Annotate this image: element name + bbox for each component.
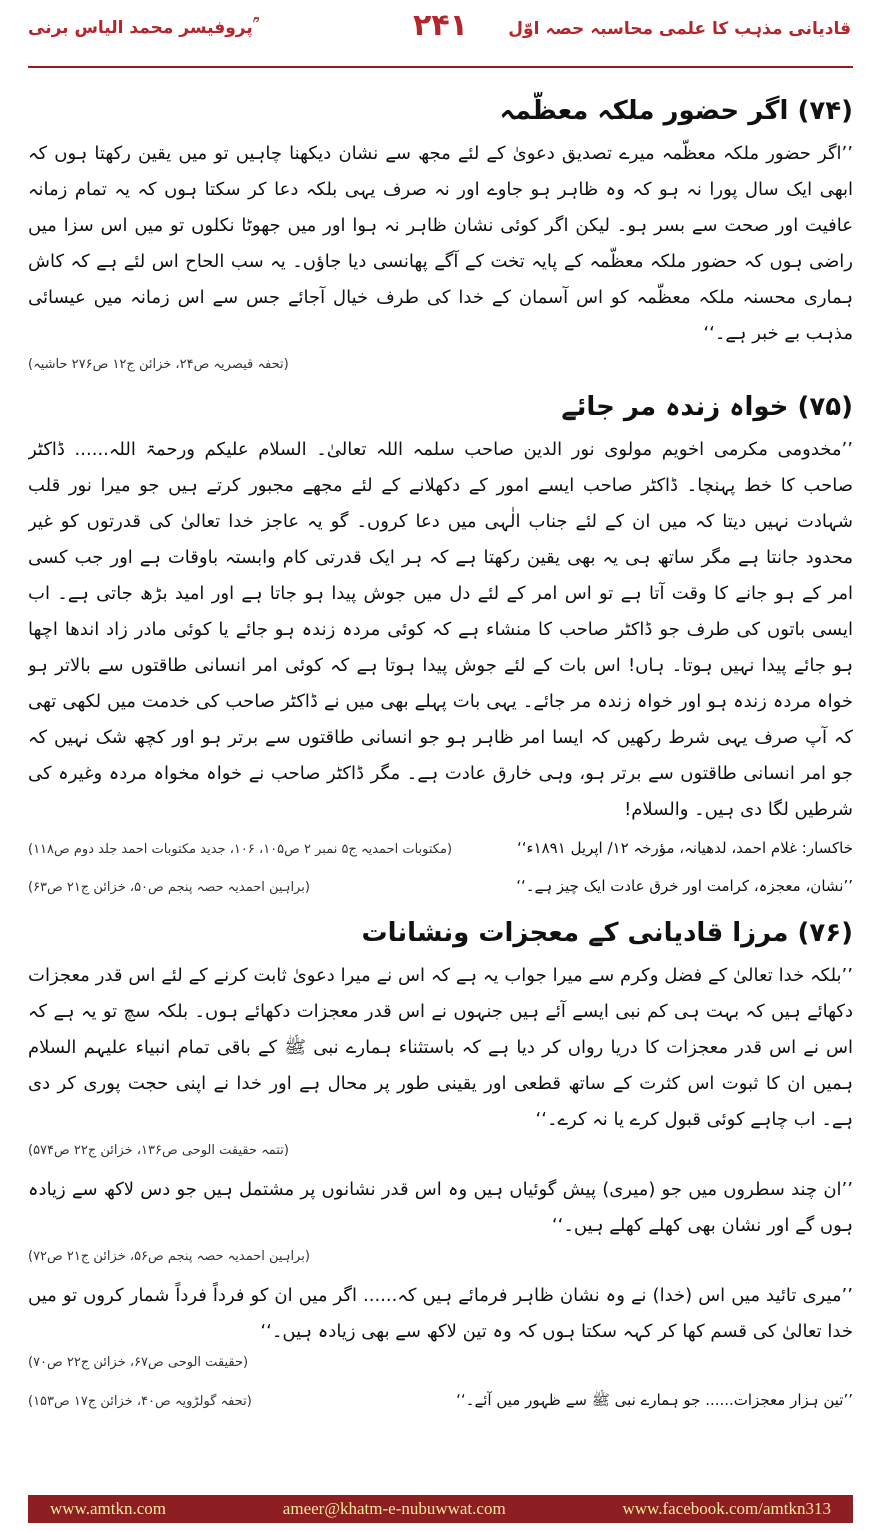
page-number: ۲۴۱ <box>413 8 468 43</box>
section-body: ’’بلکہ خدا تعالیٰ کے فضل وکرم سے میرا جواب یہ ہے کہ اس نے میرا دعویٰ ثابت کرنے کے لئے اس قدر معجزات دکھائے ہیں کہ بہت ہی کم نبی ایسے آئے ہیں جنہوں نے اس قدر معجزات دکھائے ہوں۔ بلکہ سچ تو یہ ہے کہ اس نے اس قدر معجزات کا دریا رواں کر دیا ہے کہ باستثناء ہمارے نبی ﷺ کے باقی تمام انبیاء علیہم السلام ہمیں ان کا ثبوت اس کثرت کے ساتھ قطعی اور یقینی طور پر محال ہے اور خدا نے اپنی حجت پوری کر دی ہے۔ اب چاہے کوئی قبول کرے یا نہ کرے۔‘‘ <box>28 965 853 1130</box>
signature-line: خاکسار: غلام احمد، لدھیانہ، مؤرخہ ۱۲/ اپریل ۱۸۹۱ء‘‘ <box>516 839 853 857</box>
quote-reference: (حقیقت الوحی ص۶۷، خزائن ج۲۲ ص۷۰) <box>28 1355 249 1370</box>
section-reference: (تتمہ حقیقت الوحی ص۱۳۶، خزائن ج۲۲ ص۵۷۴) <box>28 1143 289 1158</box>
section-heading: (۷۴) اگر حضور ملکہ معظّمہ <box>499 96 853 126</box>
quote-reference: (براہین احمدیہ حصہ پنجم ص۵۰، خزائن ج۲۱ ص۶۳) <box>28 880 310 895</box>
header-divider <box>28 66 853 68</box>
section-body: ’’اگر حضور ملکہ معظّمہ میرے تصدیق دعویٰ کے لئے مجھ سے نشان دیکھنا چاہیں تو میں یقین رکھتا ہوں کہ ابھی ایک سال پورا نہ ہو کہ وہ ظاہر ہو جاوے اور نہ صرف یہی بلکہ دعا کر سکتا ہوں کہ یہ تمام زمانہ عافیت اور صحت سے بسر ہو۔ لیکن اگر کوئی نشان ظاہر نہ ہوا اور میں جھوٹا نکلوں تو میں اس سزا میں راضی ہوں کہ حضور ملکہ معظّمہ کے پایہ تخت کے آگے پھانسی دیا جاؤں۔ یہ سب الحاح اس لئے ہے کہ کاش ہماری محسنہ ملکہ معظّمہ کو اس آسمان کے خدا کی طرف خیال آجائے جس سے اس زمانہ میں عیسائی مذہب بے خبر ہے۔‘‘ <box>28 143 853 344</box>
footer-email-link[interactable]: ameer@khatm-e-nubuwwat.com <box>282 1499 506 1518</box>
quote-text: ’’تین ہزار معجزات...... جو ہمارے نبی ﷺ سے ظہور میں آئے۔‘‘ <box>456 1391 853 1409</box>
quote-reference: (براہین احمدیہ حصہ پنجم ص۵۶، خزائن ج۲۱ ص۷۲) <box>28 1249 310 1264</box>
quote-text: ’’میری تائید میں اس (خدا) نے وہ نشان ظاہر فرمائے ہیں کہ...... اگر میں ان کو فرداً فرداً شمار کروں تو میں خدا تعالیٰ کی قسم کھا کر کہہ سکتا ہوں کہ وہ تین لاکھ سے بھی زیادہ ہیں۔‘‘ <box>28 1285 853 1342</box>
section-heading: (۷۶) مرزا قادیانی کے معجزات ونشانات <box>361 918 853 948</box>
signature-reference: (مکتوبات احمدیہ ج۵ نمبر ۲ ص۱۰۵، ۱۰۶، جدید مکتوبات احمد جلد دوم ص۱۱۸) <box>28 842 453 857</box>
signature-row <box>28 832 853 866</box>
section-75 <box>28 392 853 904</box>
section-reference: (تحفہ قیصریہ ص۲۴، خزائن ج۱۲ ص۲۷۶ حاشیہ) <box>28 357 289 372</box>
header-author: پروفیسر محمد الیاس برنی ؒ <box>28 18 258 38</box>
footer-bar <box>28 1495 853 1523</box>
quote-row <box>28 1384 853 1418</box>
quote-text: ’’ان چند سطروں میں جو (میری) پیش گوئیاں ہیں وہ اس قدر نشانوں پر مشتمل ہیں جو دس لاکھ سے زیادہ ہوں گے اور نشان بھی کھلے کھلے ہیں۔‘‘ <box>28 1179 853 1236</box>
section-74 <box>28 96 853 378</box>
section-76 <box>28 918 853 1418</box>
section-body: ’’مخدومی مکرمی اخویم مولوی نور الدین صاحب سلمہ اللہ تعالیٰ۔ السلام علیکم ورحمۃ اللہ...... ڈاکٹر صاحب کا خط پہنچا۔ ڈاکٹر صاحب ایسے امور کے دکھلانے کے لئے مجھے مجبور کرتے ہیں جو میرا نور قلب شہادت نہیں دیتا کہ میں ان کے لئے جناب الٰہی میں دعا کروں۔ گو یہ عاجز خدا تعالیٰ کی قدرتوں کو غیر محدود جانتا ہے مگر ساتھ ہی یہ بھی یقین رکھتا ہے کہ ہر ایک قدرتی کام وابستہ باوقات ہے اور جب کسی امر کے ہو جانے کا وقت آتا ہے تو اس امر کے لئے دل میں جوش پیدا ہو جاتا ہے اور امید بڑھ جاتی ہے۔ اب ایسی باتوں کی طرف جو ڈاکٹر صاحب کا منشاء ہے کہ کوئی مردہ زندہ ہو جائے یا کوئی مادر زاد اندھا اچھا ہو جائے پیدا نہیں ہوتا۔ ہاں! اس بات کے لئے جوش پیدا ہوتا ہے کہ کوئی امر انسانی طاقتوں سے بالاتر ہو خواہ مردہ زندہ ہو اور خواہ زندہ مر جائے۔ یہی بات پہلے بھی میں نے ڈاکٹر صاحب کی خدمت میں لکھی تھی کہ آپ صرف یہی شرط رکھیں کہ ایسا امر ظاہر ہو جو انسانی طاقتوں سے برتر ہو اور کچھ شک نہیں کہ جو امر انسانی طاقتوں سے برتر ہو، وہی خارق عادت ہے۔ مگر ڈاکٹر صاحب نے خواہ مخواہ مردہ وغیرہ کی شرطیں لگا دی ہیں۔ والسلام! <box>28 439 853 820</box>
footer-website-link[interactable]: www.amtkn.com <box>50 1499 166 1518</box>
quote-row <box>28 870 853 904</box>
header-book-title: قادیانی مذہب کا علمی محاسبہ حصہ اوّل <box>508 19 851 39</box>
page-content <box>28 92 853 1471</box>
section-heading: (۷۵) خواہ زندہ مر جائے <box>561 392 853 422</box>
quote-line: ’’نشان، معجزہ، کرامت اور خرق عادت ایک چیز ہے۔‘‘ <box>516 877 853 895</box>
footer-facebook-link[interactable]: www.facebook.com/amtkn313 <box>622 1499 831 1518</box>
quote-reference: (تحفہ گولڑویہ ص۴۰، خزائن ج۱۷ ص۱۵۳) <box>28 1394 252 1409</box>
